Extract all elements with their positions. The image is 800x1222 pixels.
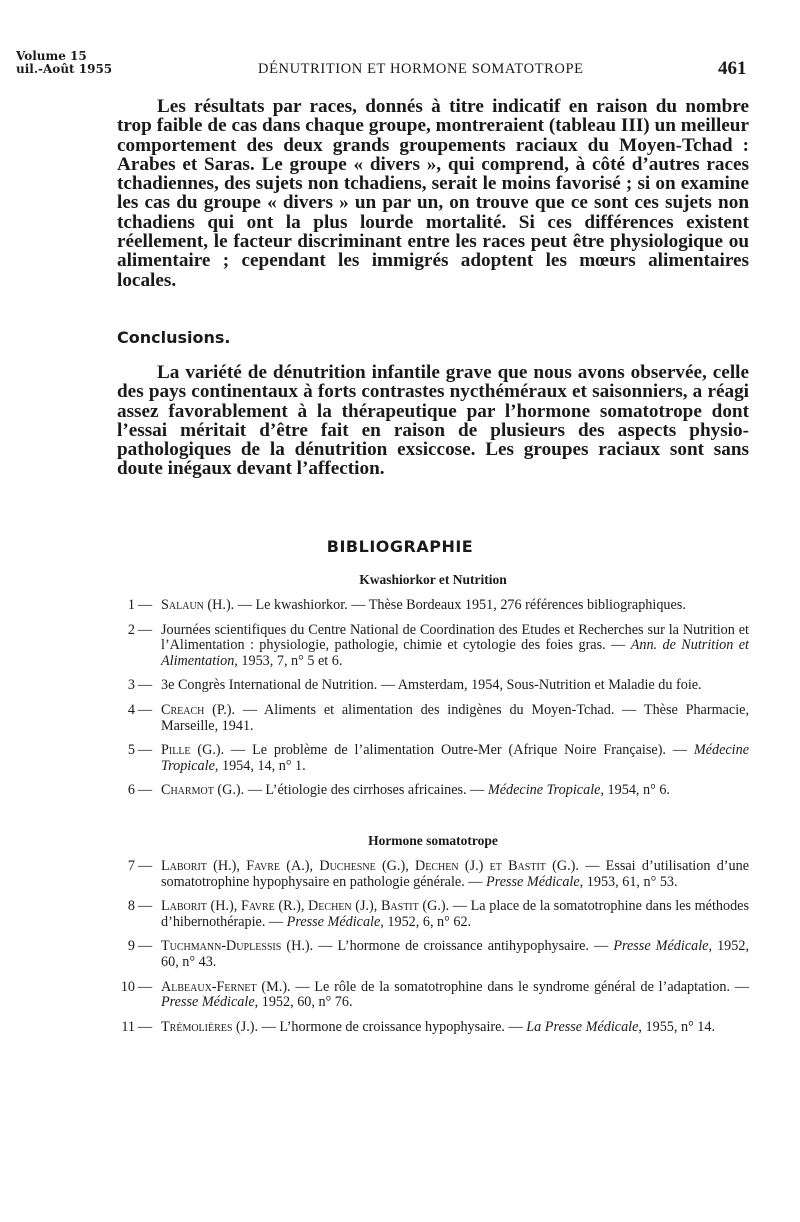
reference-item bbox=[0, 1020, 749, 1036]
reference-author: Albeaux-Fernet (M.). bbox=[161, 978, 291, 995]
reference-dash: — bbox=[138, 938, 153, 955]
reference-tail: , 1955, n° 14. bbox=[638, 1018, 716, 1035]
reference-item bbox=[0, 678, 749, 694]
reference-dash: — bbox=[138, 597, 153, 613]
reference-item bbox=[0, 859, 749, 890]
reference-text: Journées scientifiques du Centre National de Coordination des Etudes et Recherches sur la Nutrition et l’Alimentation : physiologie, pathologie, chimie et cytologie des foies gras. — bbox=[161, 621, 749, 654]
reference-journal: Ann. de Nutrition et Alimentation bbox=[161, 637, 749, 669]
volume-info bbox=[16, 50, 112, 76]
reference-text: 3e Congrès International de Nutrition. — Amsterdam, 1954, Sous-Nutrition et Maladie du foie. bbox=[161, 677, 702, 694]
reference-dash: — bbox=[138, 701, 153, 718]
reference-dash: — bbox=[138, 858, 153, 874]
reference-author: Pille (G.). bbox=[161, 742, 225, 759]
section-title-kwashiorkor: Kwashiorkor et Nutrition bbox=[359, 572, 507, 587]
section-title-somatotrope: Hormone somatotrope bbox=[368, 833, 498, 848]
paragraph-text: Les résultats par races, donnés à titre indicatif en raison du nombre trop faible de cas dans chaque groupe, montreraient (tableau III) un meilleur comportement des deux grands groupements raciaux du Moyen-Tchad : Arabes et Saras. Le groupe « divers », qui comprend, à côté d’autres races tchadiennes, des sujets non tchadiens, serait le moins favorisé ; si on examine les cas du groupe « divers » un par un, on trouve que ce sont ces sujets non tchadiens qui ont la plus lourde mortalité. Si ces différences existent réellement, le facteur discriminant entre les races peut être physiologique ou alimentaire ; cependant les immigrés adoptent les mœurs alimentaires locales. bbox=[117, 96, 749, 291]
reference-journal: Médecine Tropicale bbox=[161, 742, 749, 774]
reference-text: — Le problème de l’alimentation Outre-Mer (Afrique Noire Française). — bbox=[224, 742, 694, 759]
reference-tail: , 1954, 14, n° 1. bbox=[214, 757, 306, 774]
reference-number: 7 bbox=[127, 858, 135, 874]
results-paragraph bbox=[117, 97, 749, 290]
reference-item bbox=[0, 939, 749, 970]
reference-number: 5 bbox=[127, 742, 135, 759]
reference-item bbox=[0, 703, 749, 734]
reference-journal: Presse Médicale bbox=[286, 913, 381, 930]
reference-number: 9 bbox=[127, 938, 135, 955]
reference-dash: — bbox=[138, 898, 153, 915]
reference-item bbox=[0, 980, 749, 1011]
reference-text: — La place de la somatotrophine dans les méthodes d’hibernothérapie. — bbox=[161, 898, 749, 930]
reference-number: 11 bbox=[121, 1018, 135, 1035]
conclusions-paragraph bbox=[117, 363, 749, 479]
reference-dash: — bbox=[138, 1018, 153, 1035]
reference-text: — L’hormone de croissance hypophysaire. — bbox=[258, 1018, 527, 1035]
reference-tail: , 1952, 60, n° 76. bbox=[254, 994, 353, 1011]
reference-text: — Le kwashiorkor. — Thèse Bordeaux 1951, 276 références bibliographiques. bbox=[234, 597, 686, 613]
reference-journal: Presse Médicale bbox=[486, 873, 580, 890]
page-number: 461 bbox=[718, 58, 747, 79]
reference-number: 1 bbox=[127, 597, 135, 613]
reference-author: Salaun (H.). bbox=[161, 597, 235, 613]
reference-journal: Presse Médicale bbox=[161, 994, 255, 1011]
reference-tail: , 1952, 60, n° 43. bbox=[161, 938, 750, 970]
reference-number: 4 bbox=[127, 701, 135, 718]
reference-tail: , 1954, n° 6. bbox=[600, 782, 670, 799]
reference-list-kwashiorkor bbox=[0, 598, 800, 808]
reference-journal: Médecine Tropicale bbox=[487, 782, 601, 799]
reference-author: Laborit (H.), Favre (A.), Duchesne (G.), Dechen (J.) et Bastit (G.). bbox=[161, 858, 579, 874]
reference-author: Creach (P.). bbox=[161, 701, 236, 718]
reference-author: Trémolières (J.). bbox=[161, 1018, 259, 1035]
reference-dash: — bbox=[138, 677, 153, 694]
issue-date: uil.-Août 1955 bbox=[16, 62, 113, 76]
paragraph-text: La variété de dénutrition infantile grave que nous avons observée, celle des pays continentaux à forts contrastes nycthéméraux et saisonniers, a réagi assez favorablement à la thérapeutique par l’hormone somatotrope dont l’essai méritait d’être fait en raison de plusieurs des aspects physio-pathologiques de la dénutrition exsiccose. Les groupes raciaux sont sans doute inégaux devant l’affection. bbox=[117, 362, 749, 480]
reference-dash: — bbox=[138, 742, 153, 759]
reference-dash: — bbox=[138, 621, 153, 638]
reference-journal: La Presse Médicale bbox=[526, 1018, 639, 1035]
reference-author: Tuchmann-Duplessis (H.). bbox=[161, 938, 314, 955]
bibliography-title: BIBLIOGRAPHIE bbox=[326, 537, 474, 556]
reference-item bbox=[0, 743, 749, 774]
reference-item bbox=[0, 598, 749, 614]
reference-dash: — bbox=[138, 978, 153, 995]
reference-tail: , 1952, 6, n° 62. bbox=[380, 913, 472, 930]
reference-text: — Le rôle de la somatotrophine dans le syndrome général de l’adaptation. — bbox=[290, 978, 749, 995]
reference-item bbox=[0, 899, 749, 930]
reference-journal: Presse Médicale bbox=[613, 938, 709, 955]
reference-number: 10 bbox=[120, 978, 135, 995]
reference-text: — Aliments et alimentation des indigènes du Moyen-Tchad. — Thèse Pharmacie, Marseille, 1941. bbox=[161, 701, 749, 734]
reference-number: 6 bbox=[127, 782, 135, 799]
reference-text: — L’hormone de croissance antihypophysaire. — bbox=[313, 938, 614, 955]
reference-list-somatotrope bbox=[0, 859, 800, 1044]
reference-number: 3 bbox=[127, 677, 135, 694]
reference-number: 2 bbox=[127, 621, 135, 638]
reference-author: Laborit (H.), Favre (R.), Dechen (J.), Bastit (G.). bbox=[161, 898, 450, 915]
reference-dash: — bbox=[138, 782, 153, 799]
reference-author: Charmot (G.). bbox=[161, 782, 245, 799]
running-title: DÉNUTRITION ET HORMONE SOMATOTROPE bbox=[258, 61, 584, 77]
reference-number: 8 bbox=[127, 898, 135, 915]
reference-tail: , 1953, 61, n° 53. bbox=[579, 873, 678, 890]
volume-number: Volume 15 bbox=[16, 49, 87, 63]
reference-item bbox=[0, 783, 749, 799]
conclusions-heading: Conclusions. bbox=[117, 328, 231, 347]
reference-text: — L’étiologie des cirrhoses africaines. — bbox=[244, 782, 488, 799]
reference-tail: , 1953, 7, n° 5 et 6. bbox=[234, 652, 343, 669]
reference-text: — Essai d’utilisation d’une somatotrophine hypophysaire en pathologie générale. — bbox=[161, 858, 750, 890]
reference-item bbox=[0, 623, 749, 670]
